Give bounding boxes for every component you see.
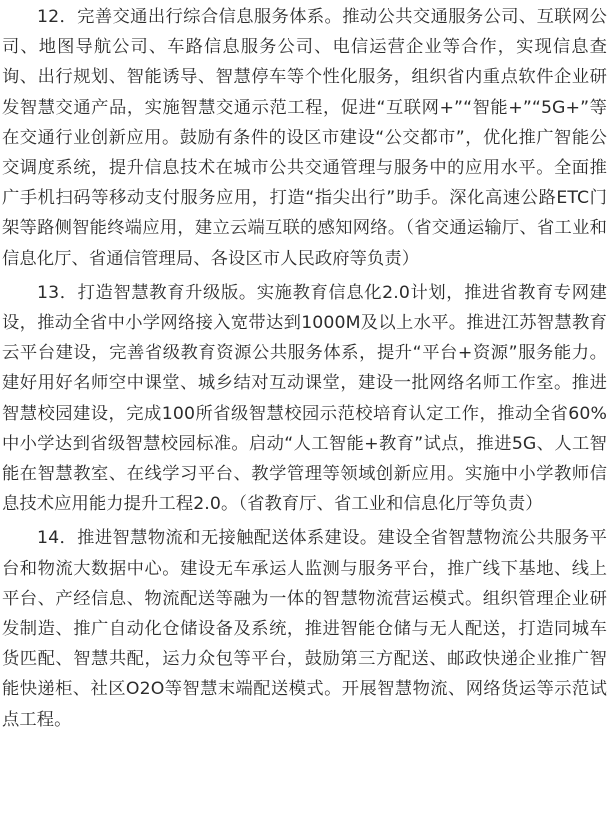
paragraph-item-12: 12．完善交通出行综合信息服务体系。推动公共交通服务公司、互联网公司、地图导航公司、车路信息服务公司、电信运营企业等合作，实现信息查询、出行规划、智能诱导、智慧停车等个性化服务，组织省内重点软件企业研发智慧交通产品，实施智慧交通示范工程，促进“互联网+”“智能+”“5G+”等在交通行业创新应用。鼓励有条件的设区市建设“公交都市”，优化推广智能公交调度系统，提升信息技术在城市公共交通管理与服务中的应用水平。全面推广手机扫码等移动支付服务应用，打造“指尖出行”助手。深化高速公路ETC门架等路侧智能终端应用，建立云端互联的感知网络。（省交通运输厅、省工业和信息化厅、省通信管理局、各设区市人民政府等负责） — [2, 7, 607, 269]
paragraph-item-14: 14．推进智慧物流和无接触配送体系建设。建设全省智慧物流公共服务平台和物流大数据中心。建设无车承运人监测与服务平台，推广线下基地、线上平台、产经信息、物流配送等融为一体的智慧物流营运模式。组织管理企业研发制造、推广自动化仓储设备及系统，推进智能仓储与无人配送，打造同城车货匹配、智慧共配，运力众包等平台，鼓励第三方配送、邮政快递企业推广智能快递柜、社区O2O等智慧末端配送模式。开展智慧物流、网络货运等示范试点工程。 — [2, 528, 607, 730]
paragraph-item-13: 13．打造智慧教育升级版。实施教育信息化2.0计划，推进省教育专网建设，推动全省中小学网络接入宽带达到1000M及以上水平。推进江苏智慧教育云平台建设，完善省级教育资源公共服务体系，提升“平台+资源”服务能力。建好用好名师空中课堂、城乡结对互动课堂，建设一批网络名师工作室。推进智慧校园建设，完成100所省级智慧校园示范校培育认定工作，推动全省60%中小学达到省级智慧校园标准。启动“人工智能+教育”试点，推进5G、人工智能在智慧教室、在线学习平台、教学管理等领域创新应用。实施中小学教师信息技术应用能力提升工程2.0。（省教育厅、省工业和信息化厅等负责） — [2, 282, 607, 515]
